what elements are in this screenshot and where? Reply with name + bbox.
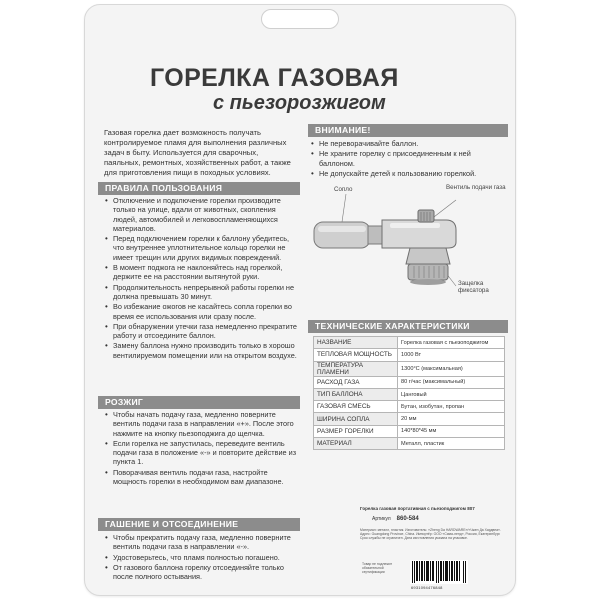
rules-list [104, 196, 300, 361]
list-item: • Чтобы начать подачу газа, медленно поверните вентиль подачи газа в направлении «+». После этого нажмите на кнопку пьезоподжига до щелчка. [104, 410, 300, 438]
valve-label: Вентиль подачи газа [446, 184, 506, 191]
table-row: ТЕПЛОВАЯ МОЩНОСТЬ 1000 Вт [314, 349, 505, 361]
article-number: 860-584 [396, 516, 419, 522]
list-item: • Не переворачивайте баллон. [310, 139, 506, 148]
product-description: Горелка газовая портативная с пьезоподжигом 807 [360, 506, 475, 511]
table-row: РАЗМЕР ГОРЕЛКИ 140*80*45 мм [314, 425, 505, 437]
specs-table [313, 336, 505, 450]
hang-hole [261, 9, 339, 29]
list-item: • Поворачивая вентиль подачи газа, настройте мощность горелки в необходимом вам диапазоне. [104, 468, 300, 487]
article-row [372, 516, 419, 522]
table-row: ТИП БАЛЛОНА Цанговый [314, 388, 505, 400]
list-item: • От газового баллона горелку отсоединяйте только после полного остывания. [104, 563, 300, 582]
list-item: • Не храните горелку с присоединенным к ней баллоном. [310, 149, 506, 168]
article-label: Артикул [372, 516, 391, 522]
specs-heading: ТЕХНИЧЕСКИЕ ХАРАКТЕРИСТИКИ [308, 320, 508, 333]
table-row: МАТЕРИАЛ Металл, пластик [314, 438, 505, 450]
ignition-heading: РОЗЖИГ [98, 396, 300, 409]
latch-label: Защелка фиксатора [458, 280, 489, 294]
table-row: НАЗВАНИЕ Горелка газовая с пьезоподжигом [314, 337, 505, 349]
table-row: ГАЗОВАЯ СМЕСЬ Бутан, изобутан, пропан [314, 401, 505, 413]
certification-note: Товар не подлежит обязательной сертификации [362, 562, 393, 575]
product-title: ГОРЕЛКА ГАЗОВАЯ [150, 64, 399, 92]
warning-list [310, 139, 506, 179]
list-item: • Если горелка не запустилась, переведите вентиль подачи газа в положение «-» и повторите действие из пункта 1. [104, 439, 300, 467]
product-subtitle: с пьезорозжигом [213, 92, 386, 114]
barcode-icon [410, 560, 468, 584]
list-item: • В момент поджога не наклоняйтесь над горелкой, держите ее на расстоянии вытянутой руки. [104, 263, 300, 282]
nozzle-label: Сопло [334, 186, 353, 193]
fine-print: Материал: металл, пластик. Изготовитель: «Zheng Da HARDWARE»/«Чжен Да Хардвеа». Адрес: Guangdong Province, China. Импортёр: ООО «Сима-ленд», Россия, Екатеринбург. Срок службы не ограничен. Дата изготовления указана на упаковке. [360, 528, 501, 541]
warning-heading: ВНИМАНИЕ! [308, 124, 508, 137]
table-row: ШИРИНА СОПЛА 20 мм [314, 413, 505, 425]
shutdown-heading: ГАШЕНИЕ И ОТСОЕДИНЕНИЕ [98, 518, 300, 531]
ignition-list [104, 410, 300, 487]
list-item: • Во избежание ожогов не касайтесь сопла горелки во время ее использования или сразу после. [104, 302, 300, 321]
list-item: • Замену баллона нужно производить только в хорошо вентилируемом помещении или на открытом воздухе. [104, 341, 300, 360]
table-row: РАСХОД ГАЗА 80 г/час (максимальный) [314, 376, 505, 388]
list-item: • Отключение и подключение горелки производите только на улице, вдали от животных, скопления людей, автомобилей и легковоспламеняющихся материалов. [104, 196, 300, 233]
table-row: ТЕМПЕРАТУРА ПЛАМЕНИ 1300°С (максимальная) [314, 361, 505, 376]
list-item: • Удостоверьтесь, что пламя полностью погашено. [104, 553, 300, 562]
list-item: • При обнаружении утечки газа немедленно прекратите работу и отсоедините баллон. [104, 322, 300, 341]
list-item: • Продолжительность непрерывной работы горелки не должна превышать 30 минут. [104, 283, 300, 302]
list-item: • Не допускайте детей к пользованию горелкой. [310, 169, 506, 178]
intro-text: Газовая горелка дает возможность получать контролируемое пламя для выполнения различных задач в быту. Используется для сварочных, паяльных, ремонтных, хозяйственных работ, а также для приготовления пищи в походных условиях. [104, 128, 291, 177]
rules-heading: ПРАВИЛА ПОЛЬЗОВАНИЯ [98, 182, 300, 195]
list-item: • Чтобы прекратить подачу газа, медленно поверните вентиль подачи газа в направлении «-». [104, 533, 300, 552]
barcode-number: 6931094476848 [411, 585, 443, 590]
torch-illustration-icon [306, 182, 510, 306]
shutdown-list [104, 533, 300, 582]
list-item: • Перед подключением горелки к баллону убедитесь, что внутреннее уплотнительное кольцо горелки не имеет трещин или других видимых повреждений. [104, 234, 300, 262]
